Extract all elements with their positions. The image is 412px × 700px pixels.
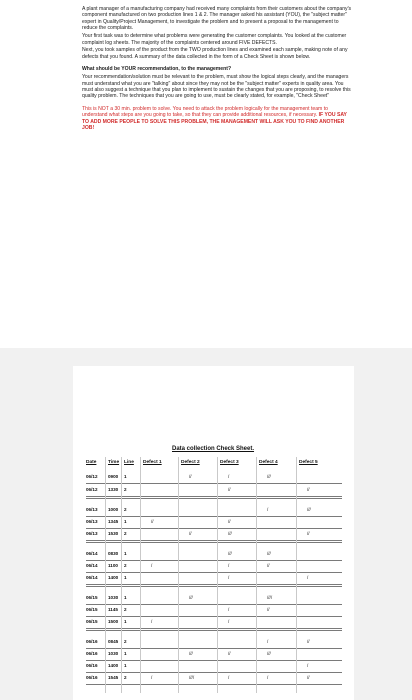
table-row [86, 663, 342, 675]
tally-defect-3: // [228, 651, 231, 656]
table-row [86, 474, 342, 486]
check-sheet-title: Data collection Check Sheet. [172, 446, 255, 452]
tally-defect-4: // [267, 563, 270, 568]
table-row [86, 651, 342, 663]
row-divider [86, 628, 342, 629]
cell-date: 06/15 [86, 595, 98, 600]
tally-defect-3: / [228, 563, 230, 568]
cell-line: 2 [124, 607, 127, 612]
tally-defect-5: / [307, 663, 309, 668]
row-divider [86, 528, 342, 529]
tally-defect-4: /// [267, 551, 271, 556]
cell-line: 1 [124, 519, 127, 524]
cell-line: 1 [124, 651, 127, 656]
row-divider [86, 660, 342, 661]
tally-defect-2: /// [189, 651, 193, 656]
header-defect-2: Defect 2 [181, 460, 200, 465]
cell-time: 1100 [108, 563, 118, 568]
tally-defect-5: / [307, 575, 309, 580]
cell-time: 1545 [108, 675, 119, 680]
tally-defect-5: // [307, 487, 310, 492]
tally-defect-3: // [228, 519, 231, 524]
warning-text: This is NOT a 30 min. problem to solve. You need to attack the problem logically for the management team to understand what steps are you going to take, so that they can provide additional resources, if necessary. [82, 105, 328, 119]
cell-line: 1 [124, 551, 127, 556]
cell-line: 1 [124, 595, 127, 600]
tally-defect-4: //// [267, 595, 273, 600]
tally-defect-4: / [267, 507, 269, 512]
group-divider [86, 498, 342, 499]
problem-text [82, 6, 354, 133]
tally-defect-1: / [151, 563, 153, 568]
cell-time: 0830 [108, 551, 119, 556]
cell-line: 2 [124, 563, 127, 568]
table-row [86, 551, 342, 563]
header-defect-1: Defect 1 [143, 460, 162, 465]
tally-defect-2: // [189, 474, 192, 479]
table-row [86, 563, 342, 575]
cell-line: 2 [124, 675, 127, 680]
row-divider [86, 672, 342, 673]
intro-paragraph: A plant manager of a manufacturing company had received many complaints from their customers about the company's component manufactured on two production lines 1 & 2. The manager asked his assistant (YOU), the "subject matter" expert in Quality/Project Management, to investigate the problem and to present a proposal to the management to reduce the complaints. [82, 6, 352, 32]
tally-defect-2: //// [189, 675, 195, 680]
cell-time: 1030 [108, 595, 119, 600]
cell-date: 06/14 [86, 551, 98, 556]
group-divider [86, 586, 342, 587]
cell-time: 1500 [108, 619, 119, 624]
tally-defect-2: /// [189, 595, 193, 600]
table-row [86, 607, 342, 619]
header-defect-4: Defect 4 [259, 460, 278, 465]
column-divider [178, 457, 179, 693]
tally-defect-5: // [307, 639, 310, 644]
tally-defect-3: / [228, 607, 230, 612]
header-defect-3: Defect 3 [220, 460, 239, 465]
instructions-paragraph: Your recommendation/solution must be relevant to the problem, must show the logical steps clearly, and the managers must understand what you are "talking" about since they may not be the "subject matter" experts in quality area. You must also suggest a technique that you plan to implement to sustain the changes that you are proposing, to resolve this quality problem. The techniques that you are going to use, must be clearly stated, for example, "Check Sheet" [82, 74, 351, 100]
cell-date: 06/15 [86, 607, 98, 612]
group-divider [86, 630, 342, 631]
row-divider [86, 684, 342, 685]
tally-defect-4: / [267, 639, 269, 644]
tally-defect-3: / [228, 575, 230, 580]
cell-time: 1145 [108, 607, 118, 612]
row-divider [86, 584, 342, 585]
cell-time: 1400 [108, 663, 119, 668]
cell-line: 1 [124, 663, 127, 668]
row-divider [86, 572, 342, 573]
cell-date: 06/16 [86, 675, 98, 680]
tally-defect-1: / [151, 619, 153, 624]
tally-defect-1: // [151, 519, 154, 524]
row-divider [86, 516, 342, 517]
cell-date: 06/13 [86, 519, 98, 524]
tally-defect-5: // [307, 675, 310, 680]
tally-defect-5: /// [307, 507, 311, 512]
column-divider [121, 457, 122, 693]
warning-caps: IF YOU SAY TO ADD MORE PEOPLE TO SOLVE THIS PROBLEM, THE MANAGEMENT WILL ASK YOU TO FIND ANOTHER JOB! [82, 112, 347, 131]
table-row [86, 519, 342, 531]
cell-date: 06/13 [86, 531, 98, 536]
column-divider [140, 457, 141, 693]
problem-statement-page [0, 0, 412, 348]
cell-date: 06/16 [86, 651, 98, 656]
tally-defect-1: / [151, 675, 153, 680]
tally-defect-5: // [307, 531, 310, 536]
table-row [86, 675, 342, 687]
column-divider [217, 457, 218, 693]
cell-date: 06/15 [86, 619, 98, 624]
row-divider [86, 616, 342, 617]
column-divider [256, 457, 257, 693]
cell-line: 2 [124, 487, 127, 492]
row-divider [86, 604, 342, 605]
row-divider [86, 483, 342, 484]
tally-defect-3: /// [228, 531, 232, 536]
tally-defect-3: // [228, 487, 231, 492]
cell-date: 06/14 [86, 575, 98, 580]
question-heading: What should be YOUR recommendation, to the management? [82, 66, 232, 73]
group-divider [86, 542, 342, 543]
tally-defect-3: / [228, 474, 230, 479]
header-defect-5: Defect 5 [299, 460, 318, 465]
tally-defect-3: /// [228, 551, 232, 556]
column-divider [105, 457, 106, 693]
cell-date: 06/12 [86, 474, 98, 479]
cell-time: 1030 [108, 651, 119, 656]
tally-defect-4: / [267, 675, 269, 680]
cell-line: 1 [124, 474, 127, 479]
row-divider [86, 648, 342, 649]
column-divider [296, 457, 297, 693]
cell-line: 1 [124, 619, 127, 624]
cell-line: 2 [124, 639, 127, 644]
cell-date: 06/13 [86, 507, 98, 512]
header-date: Date [86, 460, 97, 465]
intro-paragraph: Your first task was to determine what problems were generating the customer complaints. You looked at the customer complaint log sheets. The majority of the complaints centered around FIVE DEFECTS. [82, 33, 347, 46]
warning-paragraph [82, 106, 354, 132]
intro-paragraph: Next, you took samples of the product from the TWO production lines and examined each sample, making note of any defects that you found. A summary of the data collected in the form of a Check Sheet is shown below. [82, 47, 348, 60]
cell-time: 1000 [108, 507, 119, 512]
cell-time: 1530 [108, 531, 119, 536]
tally-defect-3: / [228, 675, 230, 680]
cell-time: 0900 [108, 474, 119, 479]
cell-line: 2 [124, 531, 127, 536]
cell-date: 06/12 [86, 487, 98, 492]
row-divider [86, 560, 342, 561]
cell-date: 06/14 [86, 563, 98, 568]
cell-date: 06/16 [86, 663, 98, 668]
cell-line: 1 [124, 575, 127, 580]
tally-defect-3: / [228, 619, 230, 624]
cell-time: 1400 [108, 575, 119, 580]
header-line: Line [124, 460, 134, 465]
table-row [86, 639, 342, 651]
tally-defect-4: /// [267, 651, 271, 656]
tally-defect-4: // [267, 607, 270, 612]
row-divider [86, 540, 342, 541]
cell-date: 06/16 [86, 639, 98, 644]
tally-defect-4: /// [267, 474, 271, 479]
row-divider [86, 496, 342, 497]
tally-defect-2: // [189, 531, 192, 536]
cell-time: 1345 [108, 519, 119, 524]
table-row [86, 595, 342, 607]
cell-line: 2 [124, 507, 127, 512]
header-time: Time [108, 460, 120, 465]
cell-time: 0845 [108, 639, 119, 644]
cell-time: 1330 [108, 487, 119, 492]
table-row [86, 507, 342, 519]
